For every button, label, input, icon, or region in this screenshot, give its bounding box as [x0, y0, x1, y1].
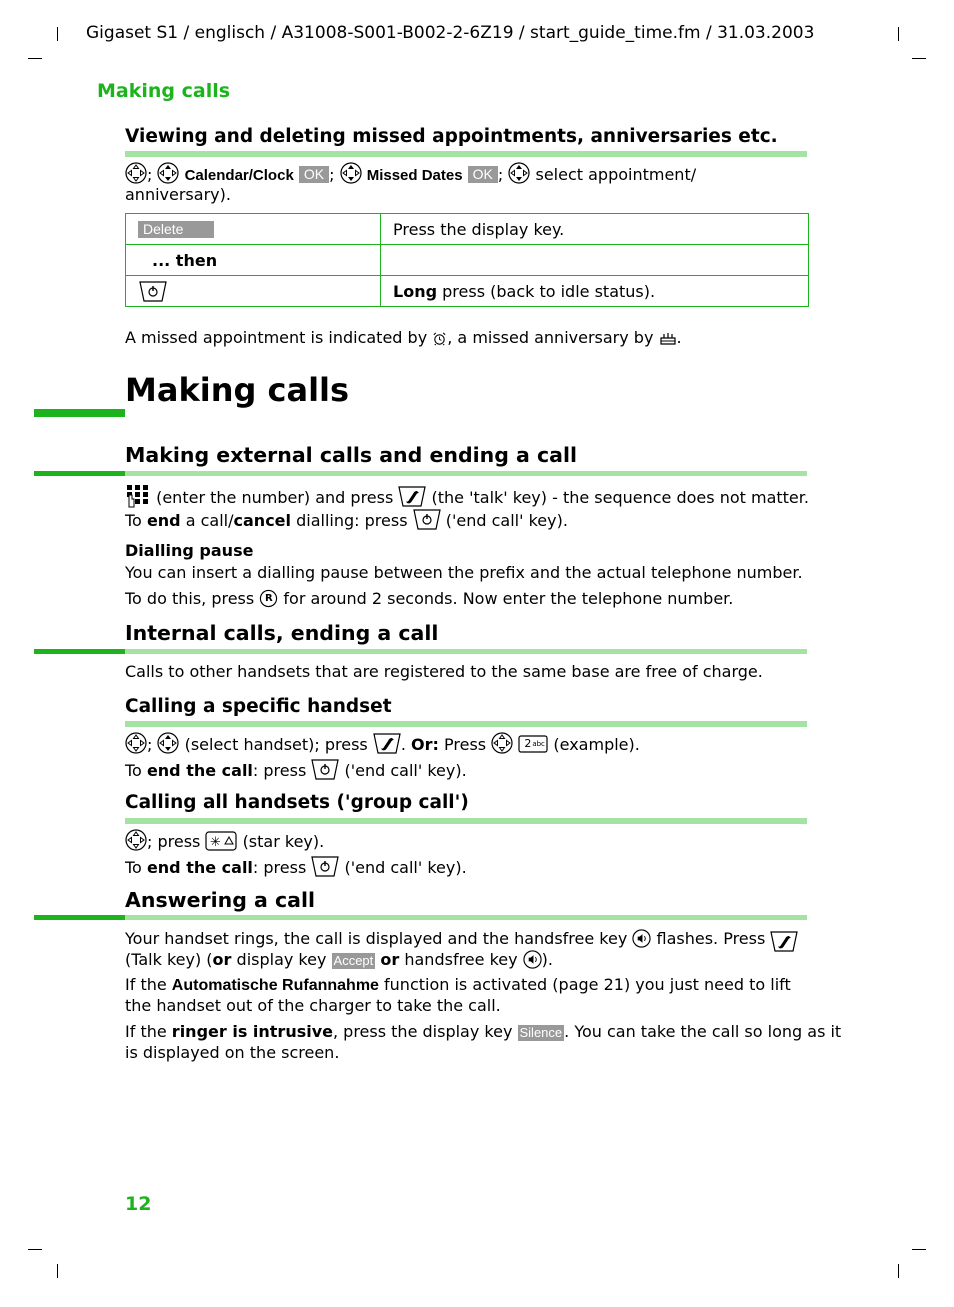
menu-missed-dates: Missed Dates	[366, 167, 463, 184]
separator: ;	[329, 165, 335, 184]
missed-note	[125, 327, 682, 348]
handsfree-key-icon	[632, 929, 651, 948]
group-line1	[125, 829, 324, 852]
text: a call/	[185, 511, 234, 530]
pause-heading: Dialling pause	[125, 541, 254, 560]
answer-p3-line2: is displayed on the screen.	[125, 1043, 340, 1062]
ok-softkey: OK	[468, 166, 498, 183]
separator: ;	[497, 165, 504, 184]
specific-line2	[125, 758, 467, 781]
digit-2-sub-label: abc	[532, 740, 545, 748]
accept-softkey: Accept	[333, 953, 374, 968]
page-title: Making calls	[125, 371, 350, 409]
text-bold: or	[212, 950, 232, 969]
section-rule-dark	[34, 471, 125, 476]
crop-mark	[912, 58, 926, 59]
section-rule	[125, 818, 807, 824]
text: (star key).	[242, 832, 325, 851]
external-line1	[125, 483, 809, 509]
text: function is activated (page 21) you just need to lift	[384, 975, 791, 994]
note-text: .	[676, 328, 682, 347]
silence-softkey: Silence	[519, 1025, 563, 1040]
control-key-icon	[125, 162, 147, 184]
end-call-key-icon	[413, 508, 441, 530]
file-header: Gigaset S1 / englisch / A31008-S001-B002-2-6Z19 / start_guide_time.fm / 31.03.2003	[86, 23, 815, 43]
control-key-icon	[340, 162, 362, 184]
end-call-key-icon	[138, 280, 168, 302]
table-cell: Press the display key.	[381, 214, 809, 245]
table-cell	[126, 214, 381, 245]
table-cell	[381, 276, 809, 307]
text: Your handset rings, the call is displayed and the handsfree key	[125, 929, 628, 948]
text: flashes. Press	[656, 929, 766, 948]
note-text: , a missed anniversary by	[447, 328, 654, 347]
text-bold: cancel	[233, 511, 292, 530]
talk-key-icon	[398, 485, 426, 507]
group-line2	[125, 855, 467, 878]
text: dialling: press	[296, 511, 408, 530]
table-row	[126, 276, 809, 307]
crop-mark	[898, 27, 899, 41]
answer-p2-line1	[125, 974, 791, 996]
section-rule-dark	[34, 915, 125, 920]
section-rule	[125, 471, 807, 476]
text: (enter the number) and press	[156, 488, 394, 507]
section-heading-internal: Internal calls, ending a call	[125, 621, 439, 645]
text: To do this, press	[125, 589, 255, 608]
text: If the	[125, 1022, 167, 1041]
text: (example).	[553, 735, 640, 754]
control-key-icon	[491, 732, 513, 754]
long-label: Long	[393, 281, 438, 301]
answer-p2-line2: the handset out of the charger to take the call.	[125, 996, 501, 1015]
page-number: 12	[125, 1193, 152, 1215]
text-bold: ringer is intrusive	[171, 1022, 333, 1041]
answer-p1-line2	[125, 949, 553, 970]
delete-softkey: Delete	[138, 221, 214, 238]
long-desc: press (back to idle status).	[442, 281, 656, 301]
internal-text: Calls to other handsets that are registered to the same base are free of charge.	[125, 662, 763, 681]
text-bold: end	[146, 511, 181, 530]
table-row	[126, 214, 809, 245]
table-cell	[381, 245, 809, 276]
ok-softkey: OK	[299, 166, 329, 183]
text: ; press	[147, 832, 201, 851]
r-key-label: R	[264, 593, 273, 604]
separator: ;	[147, 165, 153, 184]
section-heading-answer: Answering a call	[125, 888, 316, 912]
end-call-key-icon	[311, 855, 339, 877]
text: To	[125, 858, 142, 877]
control-key-icon	[125, 732, 147, 754]
text: If the	[125, 975, 167, 994]
digit-2-label: 2	[524, 737, 532, 750]
title-rule	[34, 409, 125, 417]
text: : press	[252, 761, 307, 780]
text: , press the display key	[333, 1022, 513, 1041]
digit-2-key-icon	[518, 735, 548, 753]
section-rule	[125, 649, 807, 654]
text: To	[125, 511, 142, 530]
text: ('end call' key).	[344, 858, 467, 877]
control-key-icon	[157, 732, 179, 754]
select-text: select appointment/	[535, 165, 697, 184]
crop-mark	[912, 1249, 926, 1250]
text: To	[125, 761, 142, 780]
text: for around 2 seconds. Now enter the telephone number.	[283, 589, 734, 608]
section-rule	[125, 915, 807, 920]
crop-mark	[57, 27, 58, 41]
control-key-icon	[157, 162, 179, 184]
pause-text: You can insert a dialling pause between the prefix and the actual telephone number.	[125, 563, 803, 582]
section-rule	[125, 151, 807, 157]
talk-key-icon	[770, 930, 798, 952]
text: (Talk key) (	[125, 950, 213, 969]
keypad-icon	[125, 483, 151, 509]
table-cell	[126, 245, 381, 276]
missed-instruction-cont: anniversary).	[125, 185, 231, 204]
crop-mark	[898, 1264, 899, 1278]
key-table	[125, 213, 809, 307]
note-text: A missed appointment is indicated by	[125, 328, 428, 347]
talk-key-icon	[373, 732, 401, 754]
menu-calendar-clock: Calendar/Clock	[184, 167, 294, 184]
text: Press	[444, 735, 487, 754]
section-heading-external: Making external calls and ending a call	[125, 443, 578, 467]
text-bold: Automatische Rufannahme	[171, 977, 379, 994]
text-bold: end the call	[146, 761, 253, 780]
crop-mark	[28, 58, 42, 59]
answer-p3-line1	[125, 1021, 841, 1042]
table-cell	[126, 276, 381, 307]
crop-mark	[57, 1264, 58, 1278]
text: (the 'talk' key) - the sequence does not matter.	[431, 488, 809, 507]
specific-line1: ; (select handset); press . Or: Press 2 abc (example).	[125, 732, 640, 755]
text: ('end call' key).	[344, 761, 467, 780]
star-key-icon	[205, 831, 237, 851]
text-bold: or	[380, 950, 400, 969]
text: : press	[252, 858, 307, 877]
text-bold: end the call	[146, 858, 253, 877]
text: handsfree key	[404, 950, 518, 969]
pause-text-2	[125, 588, 733, 609]
text: (select handset); press	[184, 735, 368, 754]
control-key-icon	[125, 829, 147, 851]
section-heading-specific: Calling a specific handset	[125, 696, 392, 717]
handsfree-key-icon	[523, 950, 542, 969]
r-key-icon	[259, 589, 278, 608]
text-bold: Or:	[411, 735, 439, 754]
section-heading-group: Calling all handsets ('group call')	[125, 792, 469, 813]
text: . You can take the call so long as it	[564, 1022, 842, 1041]
text: ).	[541, 950, 553, 969]
table-row	[126, 245, 809, 276]
external-line2	[125, 508, 568, 531]
control-key-icon	[508, 162, 530, 184]
missed-instruction	[125, 162, 696, 186]
cake-icon	[659, 329, 677, 345]
alarm-clock-icon	[432, 331, 447, 346]
then-label: ... then	[152, 250, 218, 270]
text: display key	[236, 950, 327, 969]
crop-mark	[28, 1249, 42, 1250]
section-heading-missed: Viewing and deleting missed appointments, anniversaries etc.	[125, 126, 778, 147]
text: ('end call' key).	[445, 511, 568, 530]
running-head: Making calls	[97, 80, 231, 102]
section-rule-dark	[34, 649, 125, 654]
section-rule	[125, 721, 807, 727]
end-call-key-icon	[311, 758, 339, 780]
